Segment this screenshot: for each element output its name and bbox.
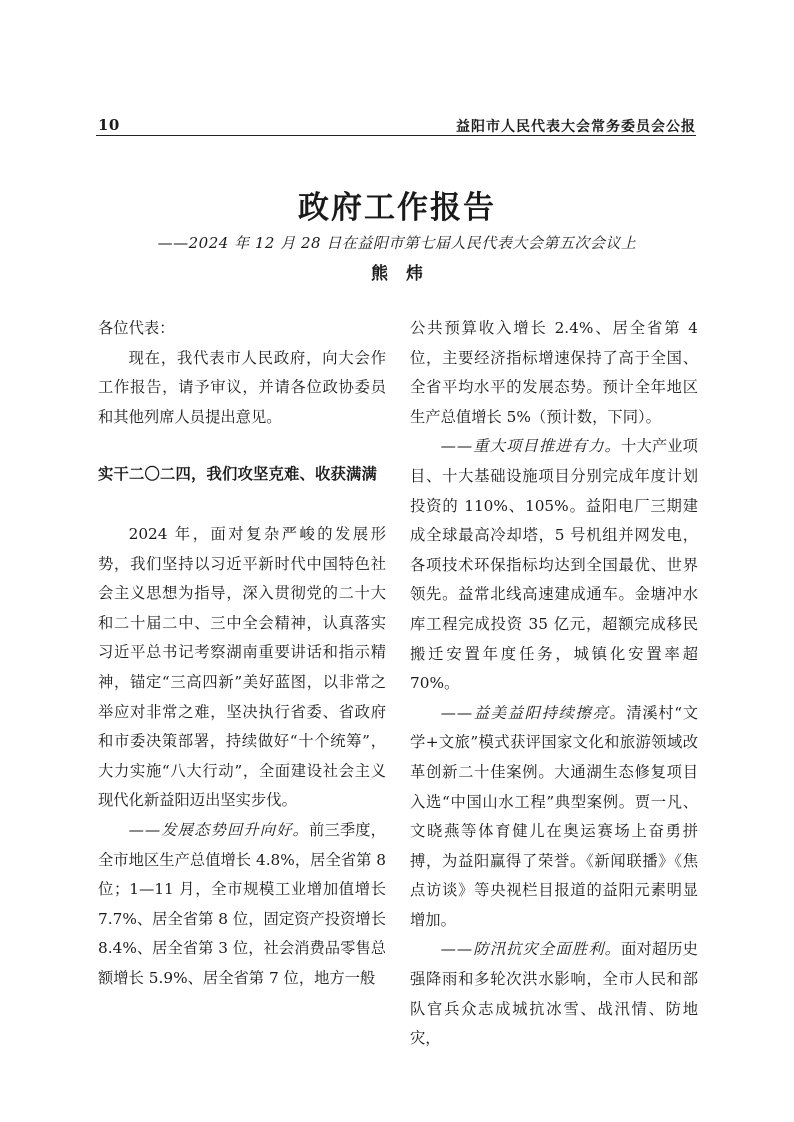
item-lead: ——益美益阳持续擦亮。 [440,703,627,722]
page-number: 10 [98,116,120,134]
paragraph-2024-overview: 2024 年，面对复杂严峻的发展形势，我们坚持以习近平新时代中国特色社会主义思想为指导，深入贯彻党的二十大和二十届二中、三中全会精神，认真落实习近平总书记考察湖南重要讲话和指示精神，锚定“三高四新”美好蓝图，以非常之举应对非常之难，坚决执行省委、省政府和市委决策部署，持续做好“十个统筹”，大力实施“八大行动”，全面建设社会主义现代化新益阳迈出坚实步伐。 [98,524,386,810]
report-author: 熊炜 [371,264,441,284]
item-major-projects [410,432,698,698]
item-text: 十大产业项目、十大基础设施项目分别完成年度计划投资的 110%、105%。益阳电厂三期建成全球最高冷却塔，5 号机组并网发电，各项技术环保指标均达到全国最优、世界领先。益常北线高速建成通车。金塘冲水库工程完成投资 35 亿元，超额完成移民搬迁安置年度任务，城镇化安置率超 70%。 [410,437,698,693]
right-column [410,314,698,1054]
left-column [98,314,386,993]
report-title: 政府工作报告 [298,190,496,226]
item-lead: ——发展态势回升向好。 [128,820,310,839]
item-lead: ——防汛抗灾全面胜利。 [440,940,622,959]
journal-name: 益阳市人民代表大会常务委员会公报 [456,119,696,135]
item-development-trend [98,816,386,994]
item-text: 清溪村“文学+文旅”模式获评国家文化和旅游领域改革创新二十佳案例。大通湖生态修复项目入选“中国山水工程”典型案例。贾一凡、文晓燕等体育健儿在奥运赛场上奋勇拼搏，为益阳赢得了荣誉。《新闻联播》《焦点访谈》等央视栏目报道的益阳元素明显增加。 [410,703,698,929]
section-heading: 实干二〇二四，我们攻坚克难、收获满满 [98,465,377,484]
item-development-trend-continued: 公共预算收入增长 2.4%、居全省第 4 位，主要经济指标增速保持了高于全国、全省平均水平的发展态势。预计全年地区生产总值增长 5%（预计数，下同）。 [410,319,698,426]
item-text: 面对超历史强降雨和多轮次洪水影响，全市人民和部队官兵众志成城抗冰雪、战汛情、防地灾， [410,940,698,1048]
item-lead: ——重大项目推进有力。 [440,437,622,456]
intro-paragraph: 现在，我代表市人民政府，向大会作工作报告，请予审议，并请各位政协委员和其他列席人员提出意见。 [98,348,386,426]
item-beautiful-yiyang [410,699,698,936]
report-subtitle: ——2024 年 12 月 28 日在益阳市第七届人民代表大会第五次会议上 [157,234,637,252]
item-text-part-1: 前三季度，全市地区生产总值增长 4.8%，居全省第 8 位；1—11 月，全市规模工业增加值增长 7.7%、居全省第 8 位，固定资产投资增长 8.4%、居全省第 3 位，社会消费品零售总额增长 5.9%、居全省第 7 位，地方一般 [98,820,386,987]
item-flood-control [410,935,698,1053]
salutation: 各位代表： [98,319,175,337]
